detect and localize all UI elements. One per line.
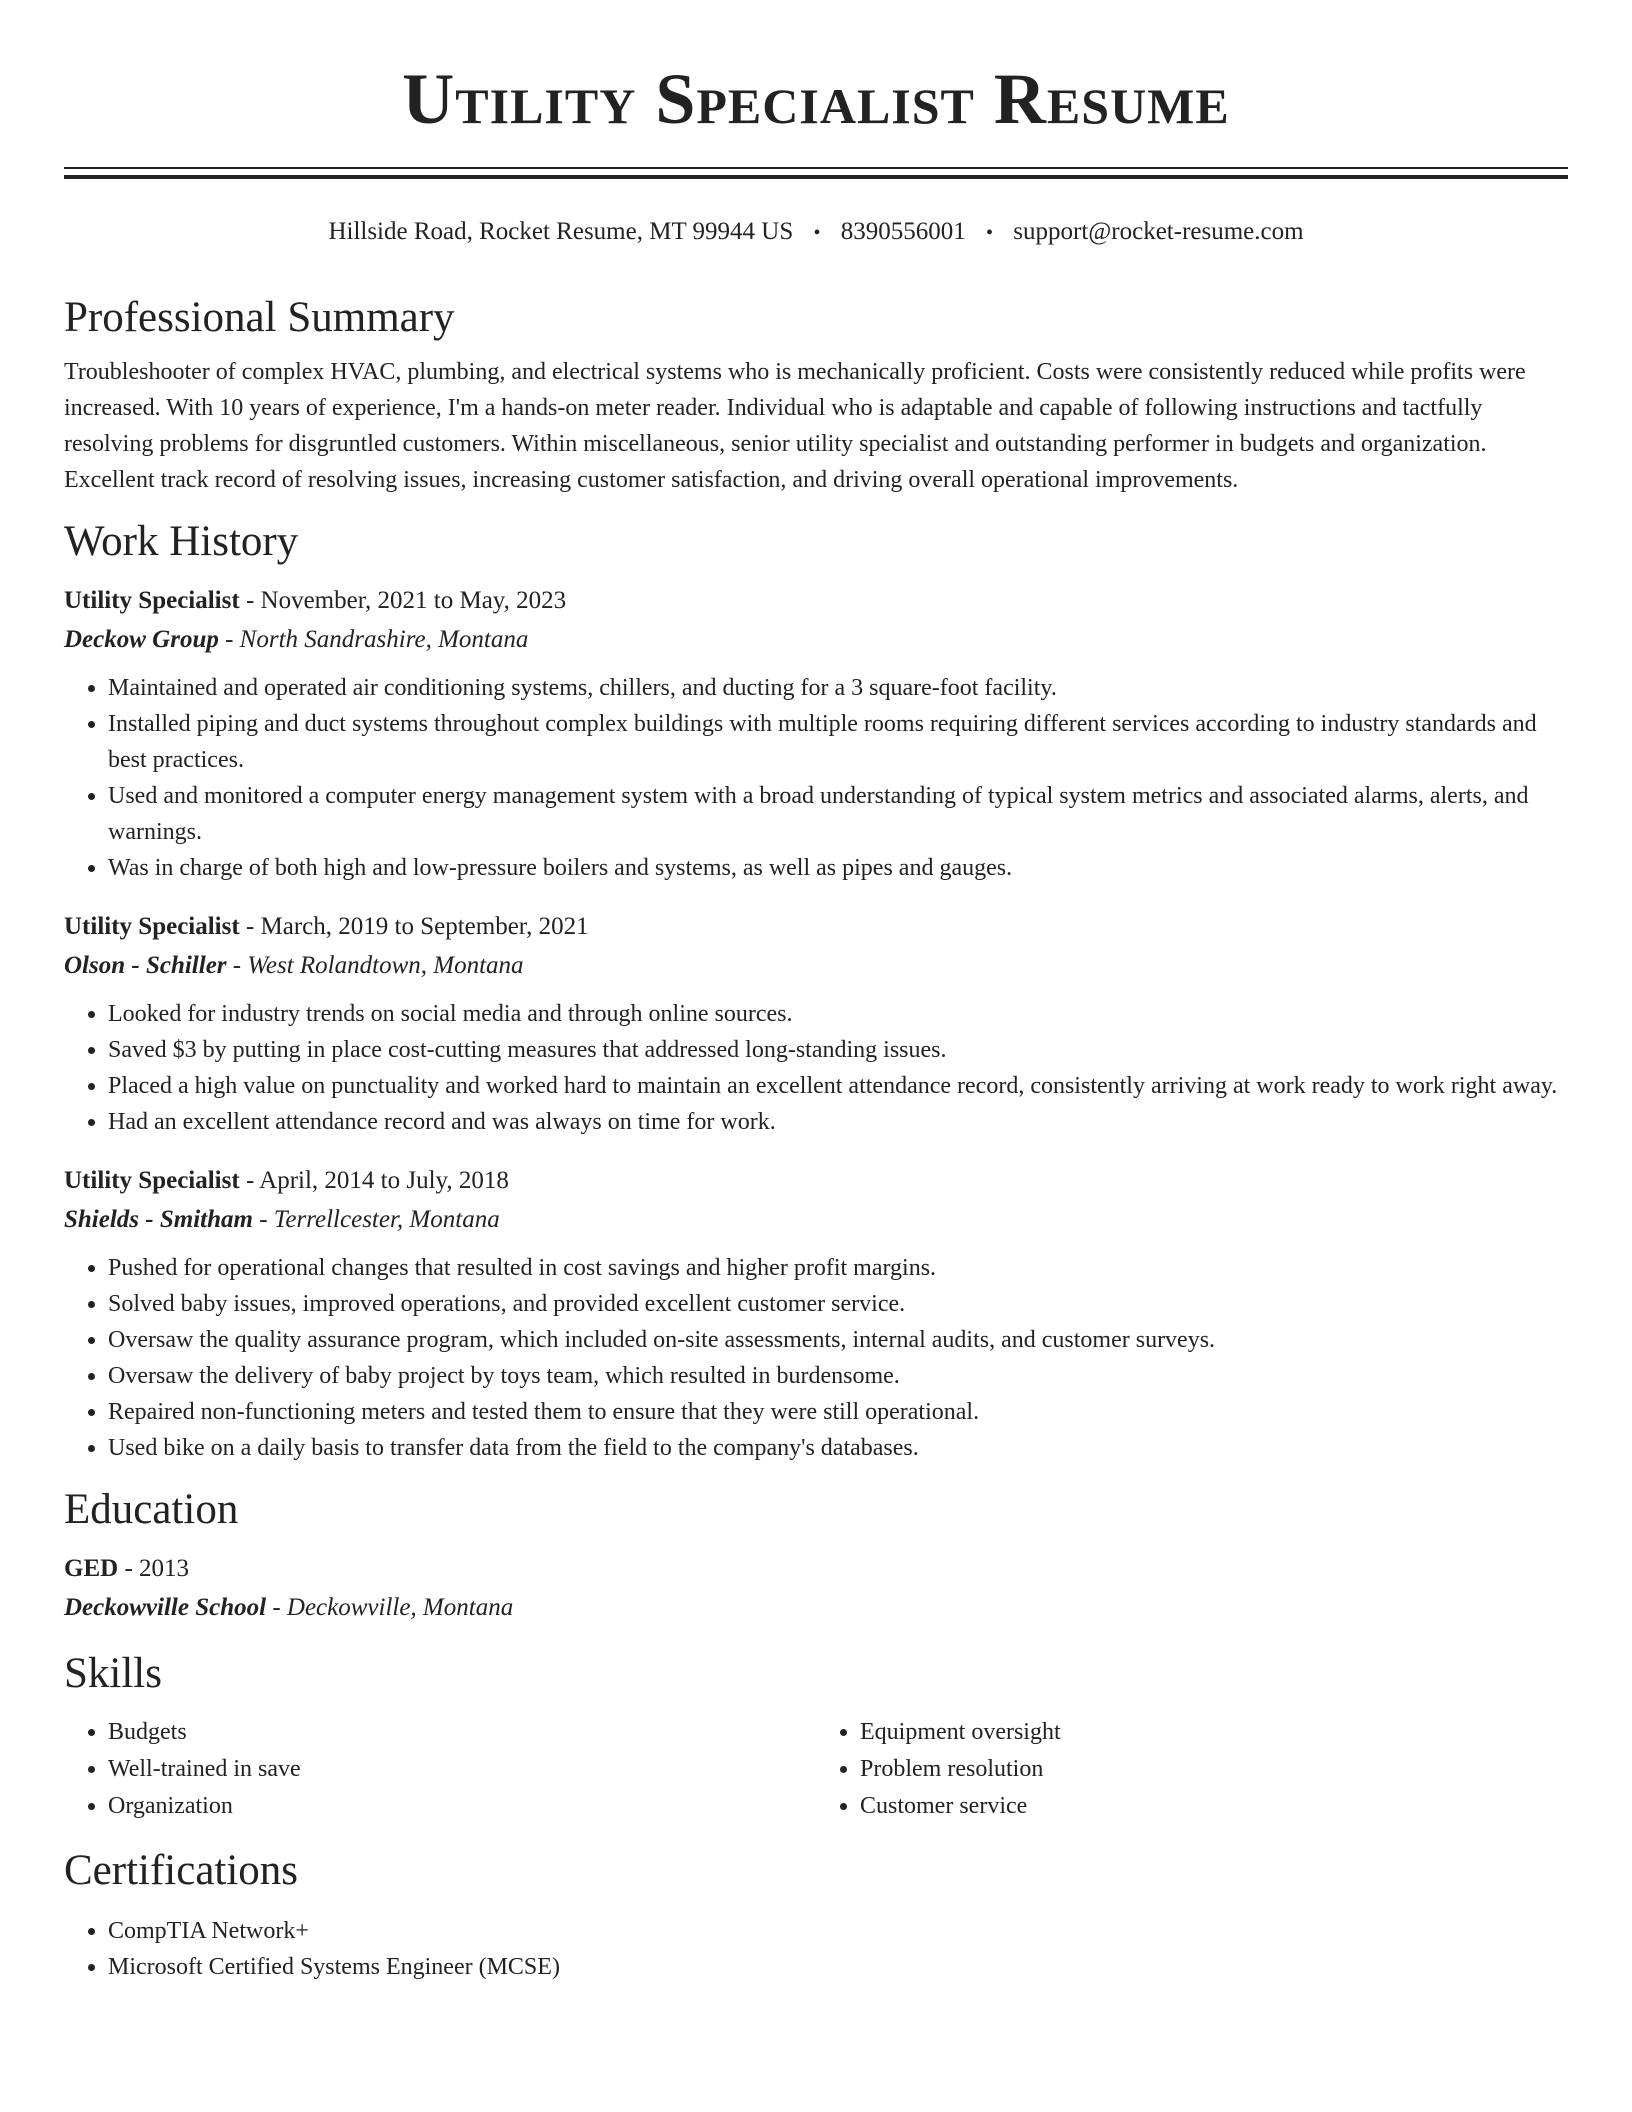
- job-dates: - March, 2019 to September, 2021: [239, 913, 589, 940]
- job-duty: • Pushed for operational changes that resulted in cost savings and higher profit margins.: [108, 1250, 1568, 1286]
- job-title: Utility Specialist: [64, 587, 240, 614]
- skill-item: • Customer service: [860, 1788, 1568, 1825]
- job-duty: • Repaired non-functioning meters and tested them to ensure that they were still operational.: [108, 1394, 1568, 1430]
- job-header: [64, 582, 1568, 620]
- title-divider-thick: [64, 175, 1568, 179]
- job-duty: • Placed a high value on punctuality and worked hard to maintain an excellent attendance record, consistently arriving at work ready to work right away.: [108, 1068, 1568, 1104]
- job-employer: [64, 946, 1568, 986]
- education-degree: GED: [64, 1555, 119, 1582]
- job-duty: • Was in charge of both high and low-pressure boilers and systems, as well as pipes and gauges.: [108, 850, 1568, 886]
- contact-phone: 8390556001: [840, 218, 966, 245]
- job-duty: • Used bike on a daily basis to transfer data from the field to the company's databases.: [108, 1430, 1568, 1466]
- job-duty: • Looked for industry trends on social media and through online sources.: [108, 996, 1568, 1032]
- job-entry: [64, 908, 1568, 1140]
- certification-item: • CompTIA Network+: [108, 1913, 1568, 1949]
- job-duties: [64, 670, 1568, 886]
- skill-item: • Equipment oversight: [860, 1714, 1568, 1751]
- education-institution: [64, 1588, 1568, 1628]
- education-year: - 2013: [118, 1555, 190, 1582]
- job-duty: • Oversaw the delivery of baby project by toys team, which resulted in burdensome.: [108, 1358, 1568, 1394]
- job-header: [64, 908, 1568, 946]
- job-dates: - November, 2021 to May, 2023: [239, 587, 567, 614]
- education-entry: [64, 1550, 1568, 1628]
- job-company: Deckow Group: [64, 626, 219, 653]
- contact-separator: •: [813, 222, 821, 244]
- job-employer: [64, 1200, 1568, 1240]
- education-heading: Education: [64, 1486, 239, 1533]
- job-header: [64, 1162, 1568, 1200]
- job-location: - West Rolandtown, Montana: [226, 952, 524, 979]
- job-employer: [64, 620, 1568, 660]
- job-duty: • Solved baby issues, improved operations, and provided excellent customer service.: [108, 1286, 1568, 1322]
- skills-list: [64, 1714, 1568, 1825]
- job-company: Olson - Schiller: [64, 952, 227, 979]
- work-history-heading: Work History: [64, 518, 299, 565]
- job-location: - North Sandrashire, Montana: [218, 626, 529, 653]
- certification-item: • Microsoft Certified Systems Engineer (MCSE): [108, 1949, 1568, 1985]
- skills-column-right: [816, 1714, 1568, 1825]
- job-entry: [64, 1162, 1568, 1466]
- skills-heading: Skills: [64, 1650, 162, 1697]
- job-duty: • Oversaw the quality assurance program, which included on-site assessments, internal audits, and customer surveys.: [108, 1322, 1568, 1358]
- skill-item: • Well-trained in save: [108, 1751, 816, 1788]
- education-school: Deckowville School: [64, 1594, 267, 1621]
- resume-body: [64, 0, 1568, 1980]
- job-duties: [64, 996, 1568, 1140]
- contact-email: support@rocket-resume.com: [1013, 218, 1304, 245]
- job-company: Shields - Smitham: [64, 1206, 253, 1233]
- resume-content: [64, 286, 1568, 1985]
- resume-title: Utility Specialist Resume: [402, 59, 1230, 139]
- job-duties: [64, 1250, 1568, 1466]
- skills-column-left: [64, 1714, 816, 1825]
- job-duty: • Had an excellent attendance record and was always on time for work.: [108, 1104, 1568, 1140]
- job-duty: • Maintained and operated air conditioning systems, chillers, and ducting for a 3 square-foot facility.: [108, 670, 1568, 706]
- job-duty: • Installed piping and duct systems throughout complex buildings with multiple rooms requiring different services according to industry standards and best practices.: [108, 706, 1568, 778]
- contact-separator: •: [986, 222, 994, 244]
- job-location: - Terrellcester, Montana: [252, 1206, 500, 1233]
- job-duty: • Saved $3 by putting in place cost-cutting measures that addressed long-standing issues.: [108, 1032, 1568, 1068]
- certifications-list: [64, 1913, 1568, 1985]
- certifications-heading: Certifications: [64, 1847, 299, 1894]
- skill-item: • Organization: [108, 1788, 816, 1825]
- job-dates: - April, 2014 to July, 2018: [239, 1167, 509, 1194]
- summary-heading: Professional Summary: [64, 294, 455, 341]
- job-title: Utility Specialist: [64, 913, 240, 940]
- education-header: [64, 1550, 1568, 1588]
- contact-address: Hillside Road, Rocket Resume, MT 99944 US: [328, 218, 794, 245]
- skill-item: • Problem resolution: [860, 1751, 1568, 1788]
- summary-text: Troubleshooter of complex HVAC, plumbing, and electrical systems who is mechanically proficient. Costs were consistently reduced while profits were increased. With 10 years of experience, I'm a hands-on meter reader. Individual who is adaptable and capable of following instructions and tactfully resolving problems for disgruntled customers. Within miscellaneous, senior utility specialist and outstanding performer in budgets and organization. Excellent track record of resolving issues, increasing customer satisfaction, and driving overall operational improvements.: [64, 359, 1526, 493]
- job-entry: [64, 582, 1568, 886]
- skill-item: • Budgets: [108, 1714, 816, 1751]
- contact-line: [64, 212, 1568, 253]
- job-title: Utility Specialist: [64, 1167, 240, 1194]
- title-divider-thin: [64, 167, 1568, 169]
- education-location: - Deckowville, Montana: [266, 1594, 514, 1621]
- job-duty: • Used and monitored a computer energy management system with a broad understanding of typical system metrics and associated alarms, alerts, and warnings.: [108, 778, 1568, 850]
